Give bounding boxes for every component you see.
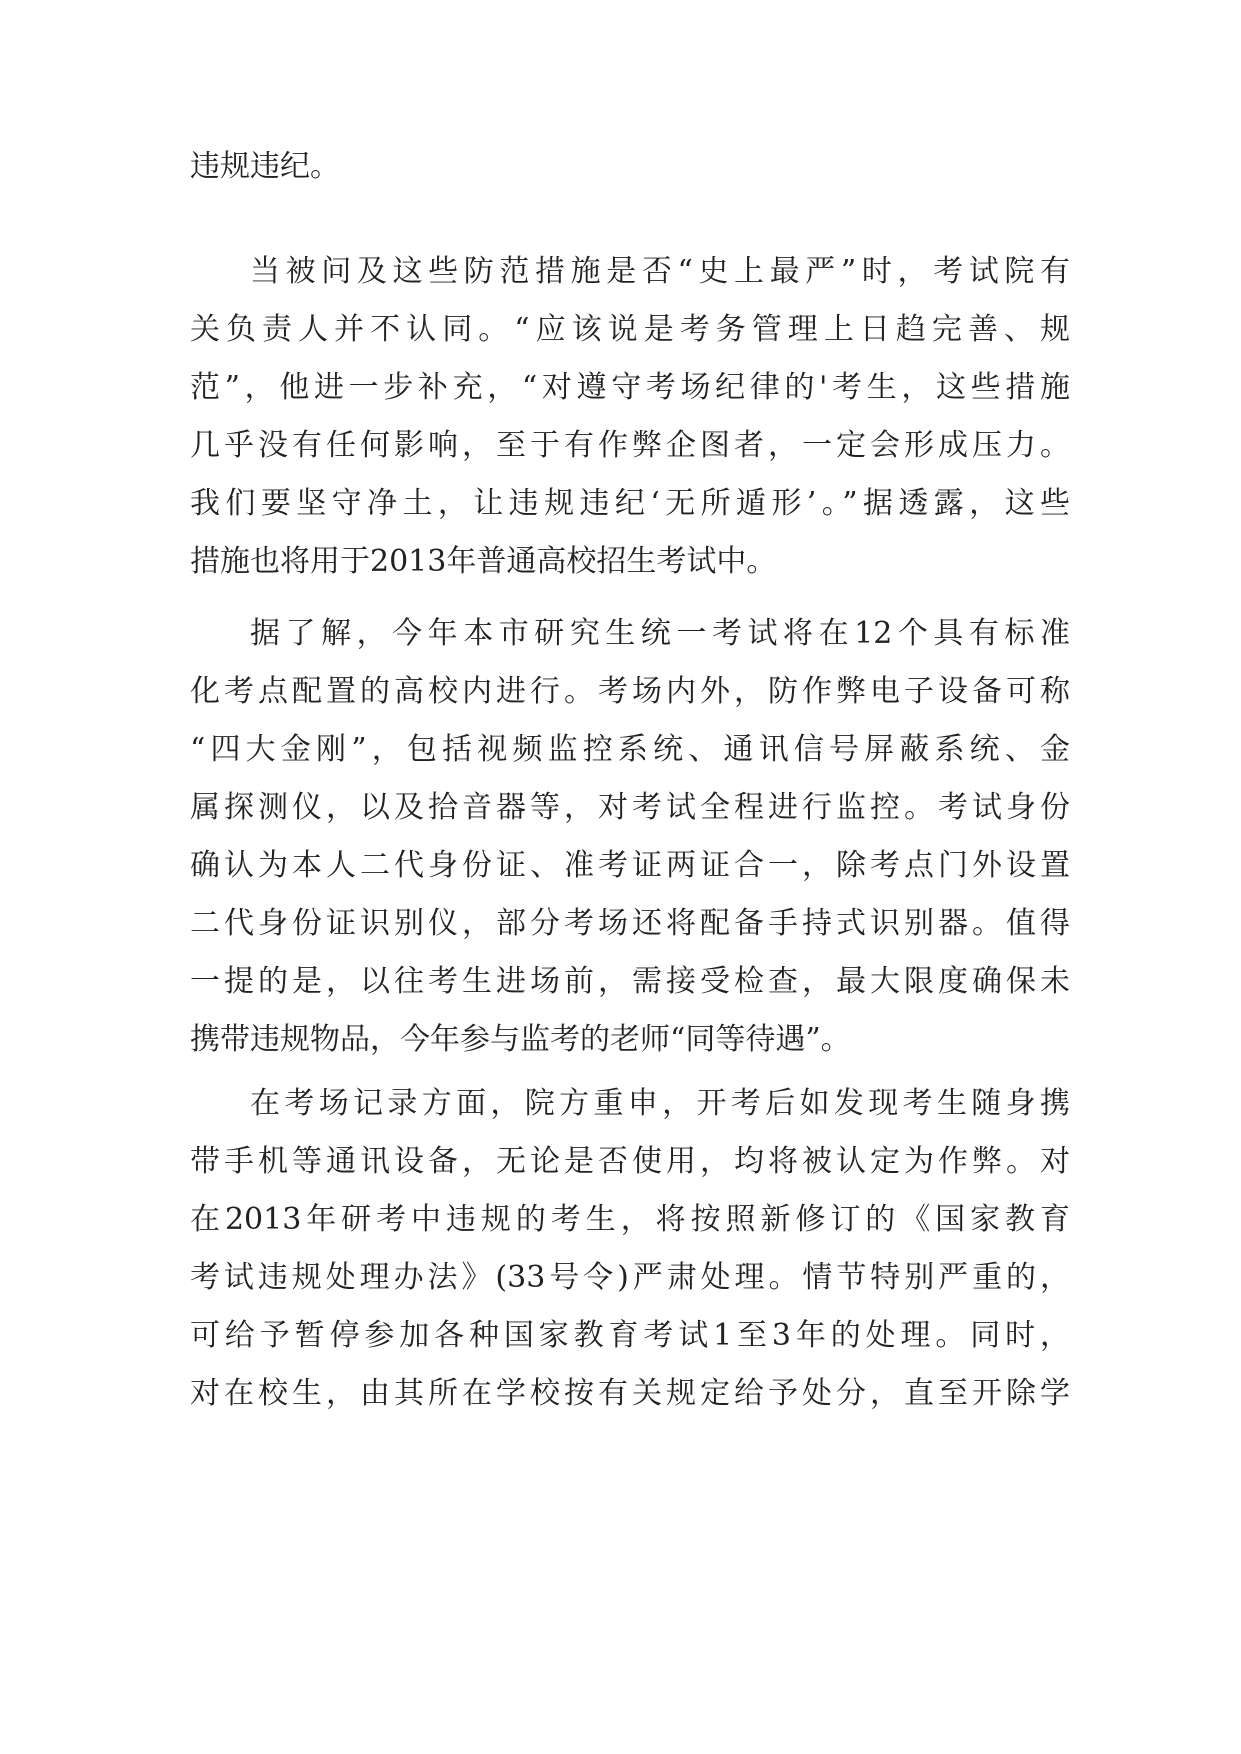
text-line: 带手机等通讯设备，无论是否使用，均将被认定为作弊。对 [190,1144,1070,1179]
text-line: 几乎没有任何影响，至于有作弊企图者，一定会形成压力。 [190,428,1070,463]
paragraph-anti-cheating-devices [190,605,1070,1069]
text-line: 属探测仪，以及拾音器等，对考试全程进行监控。考试身份 [190,790,1070,825]
text-line: 范”，他进一步补充，“对遵守考场纪律的'考生，这些措施 [190,370,1070,405]
text-line: 当被问及这些防范措施是否“史上最严”时，考试院有 [250,254,1070,289]
text-line: 我们要坚守净土，让违规违纪‘无所遁形’。”据透露，这些 [190,486,1070,521]
paragraph-violation-handling [190,1075,1070,1423]
text-line: 在2013年研考中违规的考生，将按照新修订的《国家教育 [190,1202,1070,1237]
text-line: 携带违规物品，今年参与监考的老师“同等待遇”。 [190,1022,851,1057]
paragraph-exam-measures [190,243,1070,591]
text-line: 考试违规处理办法》(33号令)严肃处理。情节特别严重的， [190,1260,1070,1295]
text-line: 在考场记录方面，院方重申，开考后如发现考生随身携 [250,1086,1070,1121]
text-line: 二代身份证识别仪，部分考场还将配备手持式识别器。值得 [190,906,1070,941]
text-line: 一提的是，以往考生进场前，需接受检查，最大限度确保未 [190,964,1070,999]
text-line: 关负责人并不认同。“应该说是考务管理上日趋完善、规 [190,312,1070,347]
text-line: 措施也将用于2013年普通高校招生考试中。 [190,544,777,579]
text-line: 违规违纪。 [190,149,340,184]
text-line: 据了解，今年本市研究生统一考试将在12个具有标准 [250,616,1070,651]
text-line: “四大金刚”，包括视频监控系统、通讯信号屏蔽系统、金 [190,732,1070,767]
text-line: 对在校生，由其所在学校按有关规定给予处分，直至开除学 [190,1376,1070,1411]
text-line: 可给予暂停参加各种国家教育考试1至3年的处理。同时， [190,1318,1070,1353]
text-line: 化考点配置的高校内进行。考场内外，防作弊电子设备可称 [190,674,1070,709]
paragraph-continuation [190,138,1070,196]
text-line: 确认为本人二代身份证、准考证两证合一，除考点门外设置 [190,848,1070,883]
